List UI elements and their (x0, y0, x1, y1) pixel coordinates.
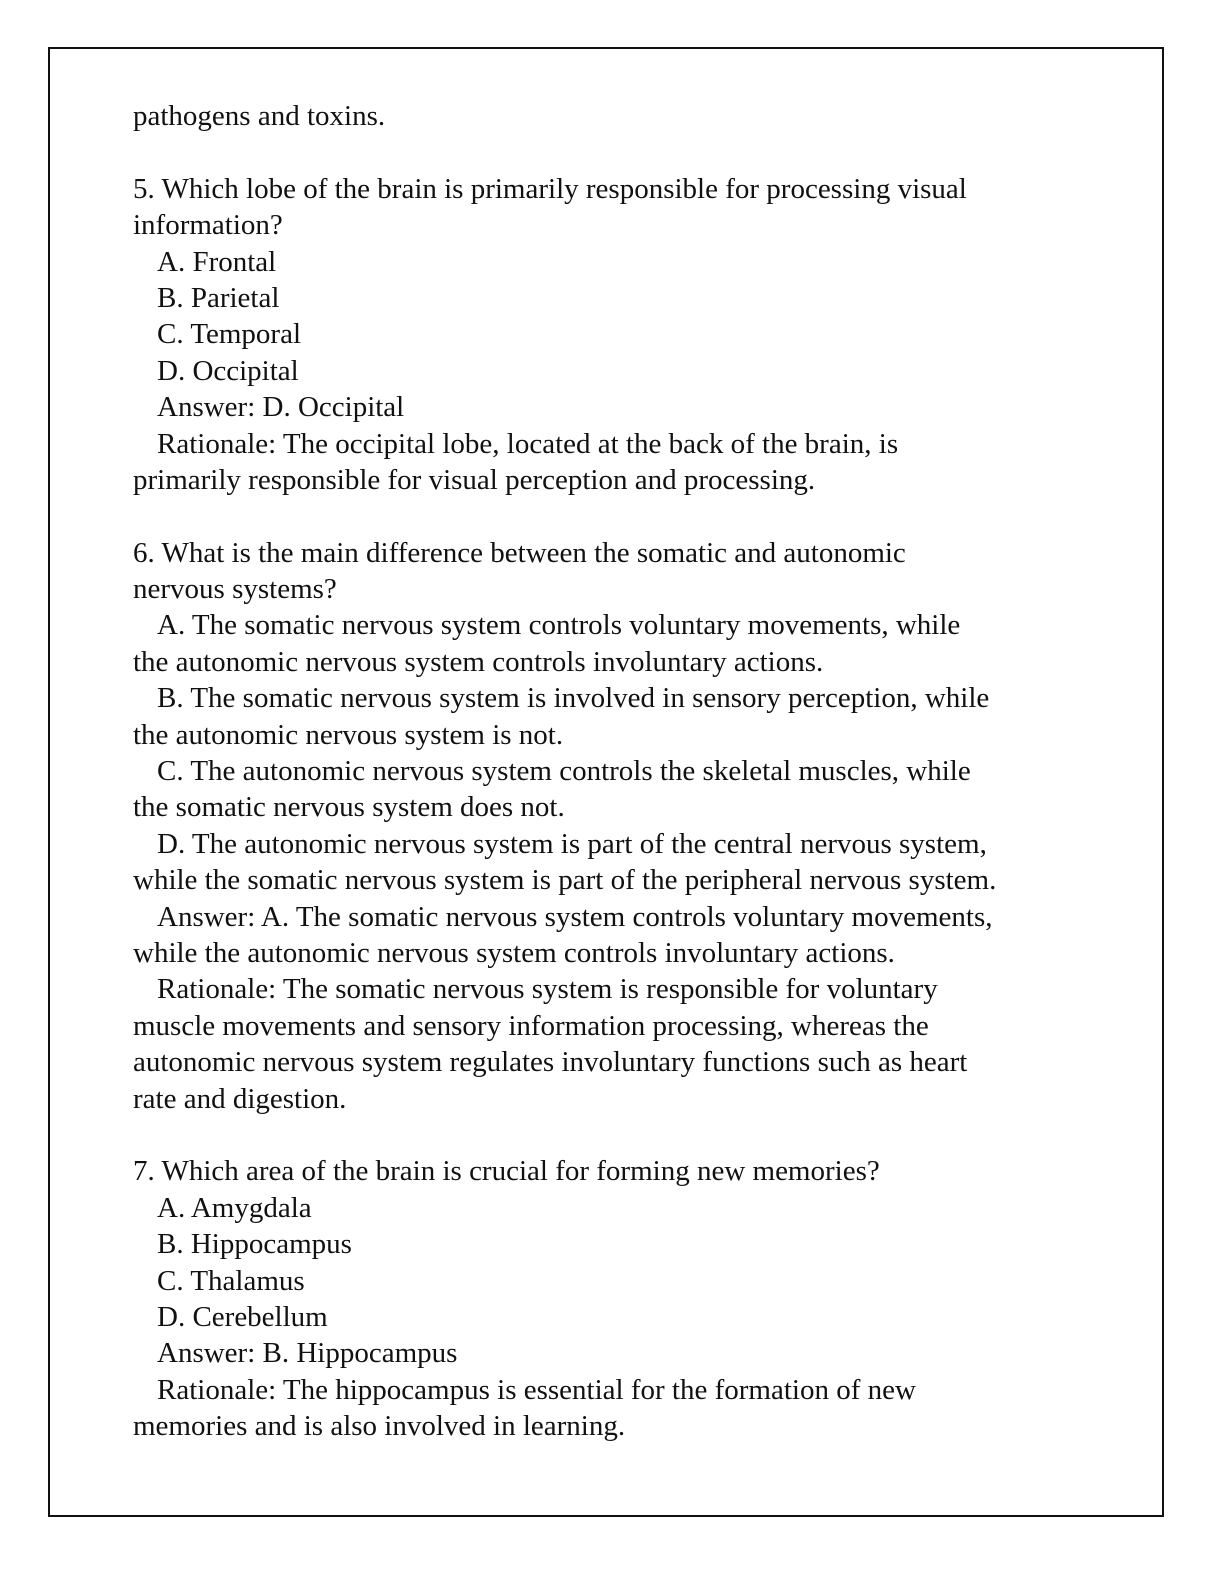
rationale-text: muscle movements and sensory information processing, whereas the (133, 1009, 929, 1042)
option-d: D. Cerebellum (157, 1300, 328, 1333)
option-a: A. Amygdala (157, 1191, 312, 1224)
option-b-cont: the autonomic nervous system is not. (133, 718, 564, 751)
option-a-cont: the autonomic nervous system controls involuntary actions. (133, 645, 824, 678)
rationale-text: memories and is also involved in learning. (133, 1410, 626, 1443)
question-text: 5. Which lobe of the brain is primarily responsible for processing visual (133, 172, 967, 205)
question-text: 7. Which area of the brain is crucial for forming new memories? (133, 1155, 880, 1188)
answer-text: Answer: D. Occipital (157, 391, 405, 424)
rationale-text: Rationale: The somatic nervous system is responsible for voluntary (157, 973, 938, 1006)
option-d: D. The autonomic nervous system is part of the central nervous system, (157, 827, 987, 860)
spacer (133, 1117, 1093, 1153)
document-body (133, 98, 1093, 1444)
spacer (133, 498, 1093, 534)
option-b: B. Parietal (157, 281, 280, 314)
rationale-text: Rationale: The hippocampus is essential for the formation of new (157, 1373, 916, 1406)
rationale-text: rate and digestion. (133, 1082, 347, 1115)
rationale-text: Rationale: The occipital lobe, located at the back of the brain, is (157, 427, 899, 460)
option-d-cont: while the somatic nervous system is part of the peripheral nervous system. (133, 864, 997, 897)
option-a: A. The somatic nervous system controls voluntary movements, while (157, 609, 961, 642)
option-c: C. Thalamus (157, 1264, 305, 1297)
question-block (133, 171, 1093, 499)
option-d: D. Occipital (157, 354, 299, 387)
answer-text: Answer: B. Hippocampus (157, 1337, 458, 1370)
spacer (133, 134, 1093, 170)
option-b: B. Hippocampus (157, 1228, 352, 1261)
option-b: B. The somatic nervous system is involved in sensory perception, while (157, 682, 990, 715)
answer-text-cont: while the autonomic nervous system controls involuntary actions. (133, 936, 895, 969)
answer-text: Answer: A. The somatic nervous system controls voluntary movements, (157, 900, 993, 933)
option-a: A. Frontal (157, 245, 277, 278)
rationale-text: primarily responsible for visual perception and processing. (133, 463, 816, 496)
question-block (133, 1153, 1093, 1444)
continuation-text: pathogens and toxins. (133, 100, 386, 132)
question-text: 6. What is the main difference between the somatic and autonomic (133, 536, 906, 569)
question-text: nervous systems? (133, 573, 337, 606)
question-block (133, 535, 1093, 1117)
option-c-cont: the somatic nervous system does not. (133, 791, 565, 824)
question-text: information? (133, 209, 283, 242)
option-c: C. Temporal (157, 318, 302, 351)
option-c: C. The autonomic nervous system controls the skeletal muscles, while (157, 755, 971, 788)
rationale-text: autonomic nervous system regulates involuntary functions such as heart (133, 1046, 968, 1079)
